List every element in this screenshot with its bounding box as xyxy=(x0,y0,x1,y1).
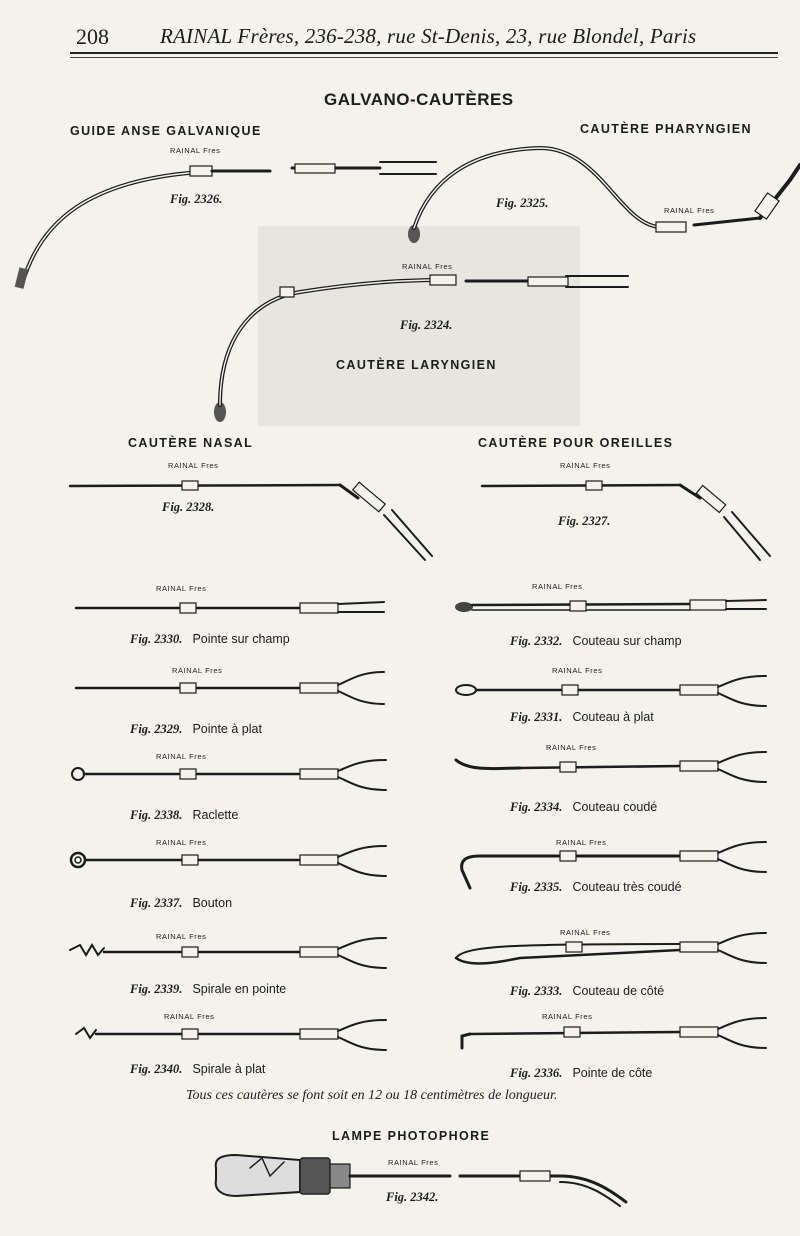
fig-2327-label: Fig. 2327. xyxy=(558,514,611,528)
fig-description: Couteau coudé xyxy=(572,800,658,814)
fig-number: Fig. 2331. xyxy=(510,710,563,724)
fig-number: Fig. 2339. xyxy=(130,982,183,996)
fig-2332-caption xyxy=(510,632,682,650)
length-note: Tous ces cautères se font soit en 12 ou 18 centimètres de longueur. xyxy=(186,1088,558,1103)
fig-number: Fig. 2337. xyxy=(130,896,183,910)
maker-mark: RAINAL Fres xyxy=(546,743,597,752)
fig-2333-caption xyxy=(510,982,664,1000)
maker-mark: RAINAL Fres xyxy=(552,666,603,675)
fig-2338-drawing xyxy=(72,760,386,790)
fig-2332-drawing xyxy=(455,600,766,612)
laryngien-caption: CAUTÈRE LARYNGIEN xyxy=(336,358,497,372)
fig-2340-caption xyxy=(130,1060,265,1078)
nasal-caption: CAUTÈRE NASAL xyxy=(128,436,254,450)
fig-2336-caption xyxy=(510,1064,652,1082)
nasal-drawing xyxy=(70,481,432,560)
fig-description: Pointe de côte xyxy=(572,1066,653,1080)
fig-description: Couteau sur champ xyxy=(572,634,682,648)
maker-mark: RAINAL Fres xyxy=(170,146,221,155)
maker-mark: RAINAL Fres xyxy=(172,666,223,675)
maker-mark: RAINAL Fres xyxy=(532,582,583,591)
fig-2329-caption xyxy=(130,720,262,738)
fig-2328-label: Fig. 2328. xyxy=(162,500,215,514)
fig-2326-label: Fig. 2326. xyxy=(170,192,223,206)
maker-mark: RAINAL Fres xyxy=(156,752,207,761)
fig-description: Pointe à plat xyxy=(192,722,262,736)
maker-mark: RAINAL Fres xyxy=(560,461,611,470)
maker-mark: RAINAL Fres xyxy=(560,928,611,937)
fig-2330-drawing xyxy=(76,602,384,613)
guide-anse-caption: GUIDE ANSE GALVANIQUE xyxy=(70,124,262,138)
maker-mark: RAINAL Fres xyxy=(556,838,607,847)
laryngien-drawing xyxy=(214,275,628,422)
fig-2334-drawing xyxy=(456,752,766,782)
maker-mark: RAINAL Fres xyxy=(664,206,715,215)
oreilles-caption: CAUTÈRE POUR OREILLES xyxy=(478,436,674,450)
section-title: GALVANO-CAUTÈRES xyxy=(324,90,514,109)
maker-mark: RAINAL Fres xyxy=(156,584,207,593)
fig-2334-caption xyxy=(510,798,657,816)
maker-mark: RAINAL Fres xyxy=(542,1012,593,1021)
fig-description: Spirale en pointe xyxy=(192,982,287,996)
fig-2331-drawing xyxy=(456,676,766,706)
fig-2335-caption xyxy=(510,878,682,896)
fig-number: Fig. 2335. xyxy=(510,880,563,894)
maker-mark: RAINAL Fres xyxy=(402,262,453,271)
maker-mark: RAINAL Fres xyxy=(156,932,207,941)
fig-number: Fig. 2330. xyxy=(130,632,183,646)
maker-mark: RAINAL Fres xyxy=(388,1158,439,1167)
fig-2331-caption xyxy=(510,708,654,726)
fig-description: Pointe sur champ xyxy=(192,632,290,646)
fig-2325-label: Fig. 2325. xyxy=(496,196,549,210)
maker-mark: RAINAL Fres xyxy=(164,1012,215,1021)
fig-number: Fig. 2334. xyxy=(510,800,563,814)
fig-description: Bouton xyxy=(192,896,233,910)
fig-2342-label: Fig. 2342. xyxy=(386,1190,439,1204)
publisher-heading: RAINAL Frères, 236-238, rue St-Denis, 23, rue Blondel, Paris xyxy=(160,24,697,48)
oreilles-drawing xyxy=(482,481,770,560)
fig-2336-drawing xyxy=(462,1018,766,1048)
maker-mark: RAINAL Fres xyxy=(156,838,207,847)
fig-description: Couteau à plat xyxy=(572,710,654,724)
fig-2337-drawing xyxy=(71,846,386,876)
maker-mark: RAINAL Fres xyxy=(168,461,219,470)
lamp-caption: LAMPE PHOTOPHORE xyxy=(332,1129,491,1143)
fig-description: Raclette xyxy=(192,808,239,822)
pharyngien-caption: CAUTÈRE PHARYNGIEN xyxy=(580,122,752,136)
fig-number: Fig. 2329. xyxy=(130,722,183,736)
fig-2340-drawing xyxy=(76,1020,386,1050)
fig-number: Fig. 2336. xyxy=(510,1066,563,1080)
fig-2329-drawing xyxy=(76,672,384,704)
fig-2333-drawing xyxy=(456,933,766,963)
fig-number: Fig. 2338. xyxy=(130,808,183,822)
fig-description: Spirale à plat xyxy=(192,1062,266,1076)
fig-2339-caption xyxy=(130,980,286,998)
pharyngien-drawing xyxy=(408,148,800,243)
fig-description: Couteau très coudé xyxy=(572,880,682,894)
page-number: 208 xyxy=(76,24,109,49)
fig-number: Fig. 2332. xyxy=(510,634,563,648)
guide-anse-drawing xyxy=(15,162,436,289)
fig-number: Fig. 2333. xyxy=(510,984,563,998)
fig-2330-caption xyxy=(130,630,290,648)
fig-2324-label: Fig. 2324. xyxy=(400,318,453,332)
fig-description: Couteau de côté xyxy=(572,984,665,998)
fig-2337-caption xyxy=(130,894,232,912)
fig-number: Fig. 2340. xyxy=(130,1062,183,1076)
fig-2338-caption xyxy=(130,806,238,824)
fig-2339-drawing xyxy=(70,938,386,968)
